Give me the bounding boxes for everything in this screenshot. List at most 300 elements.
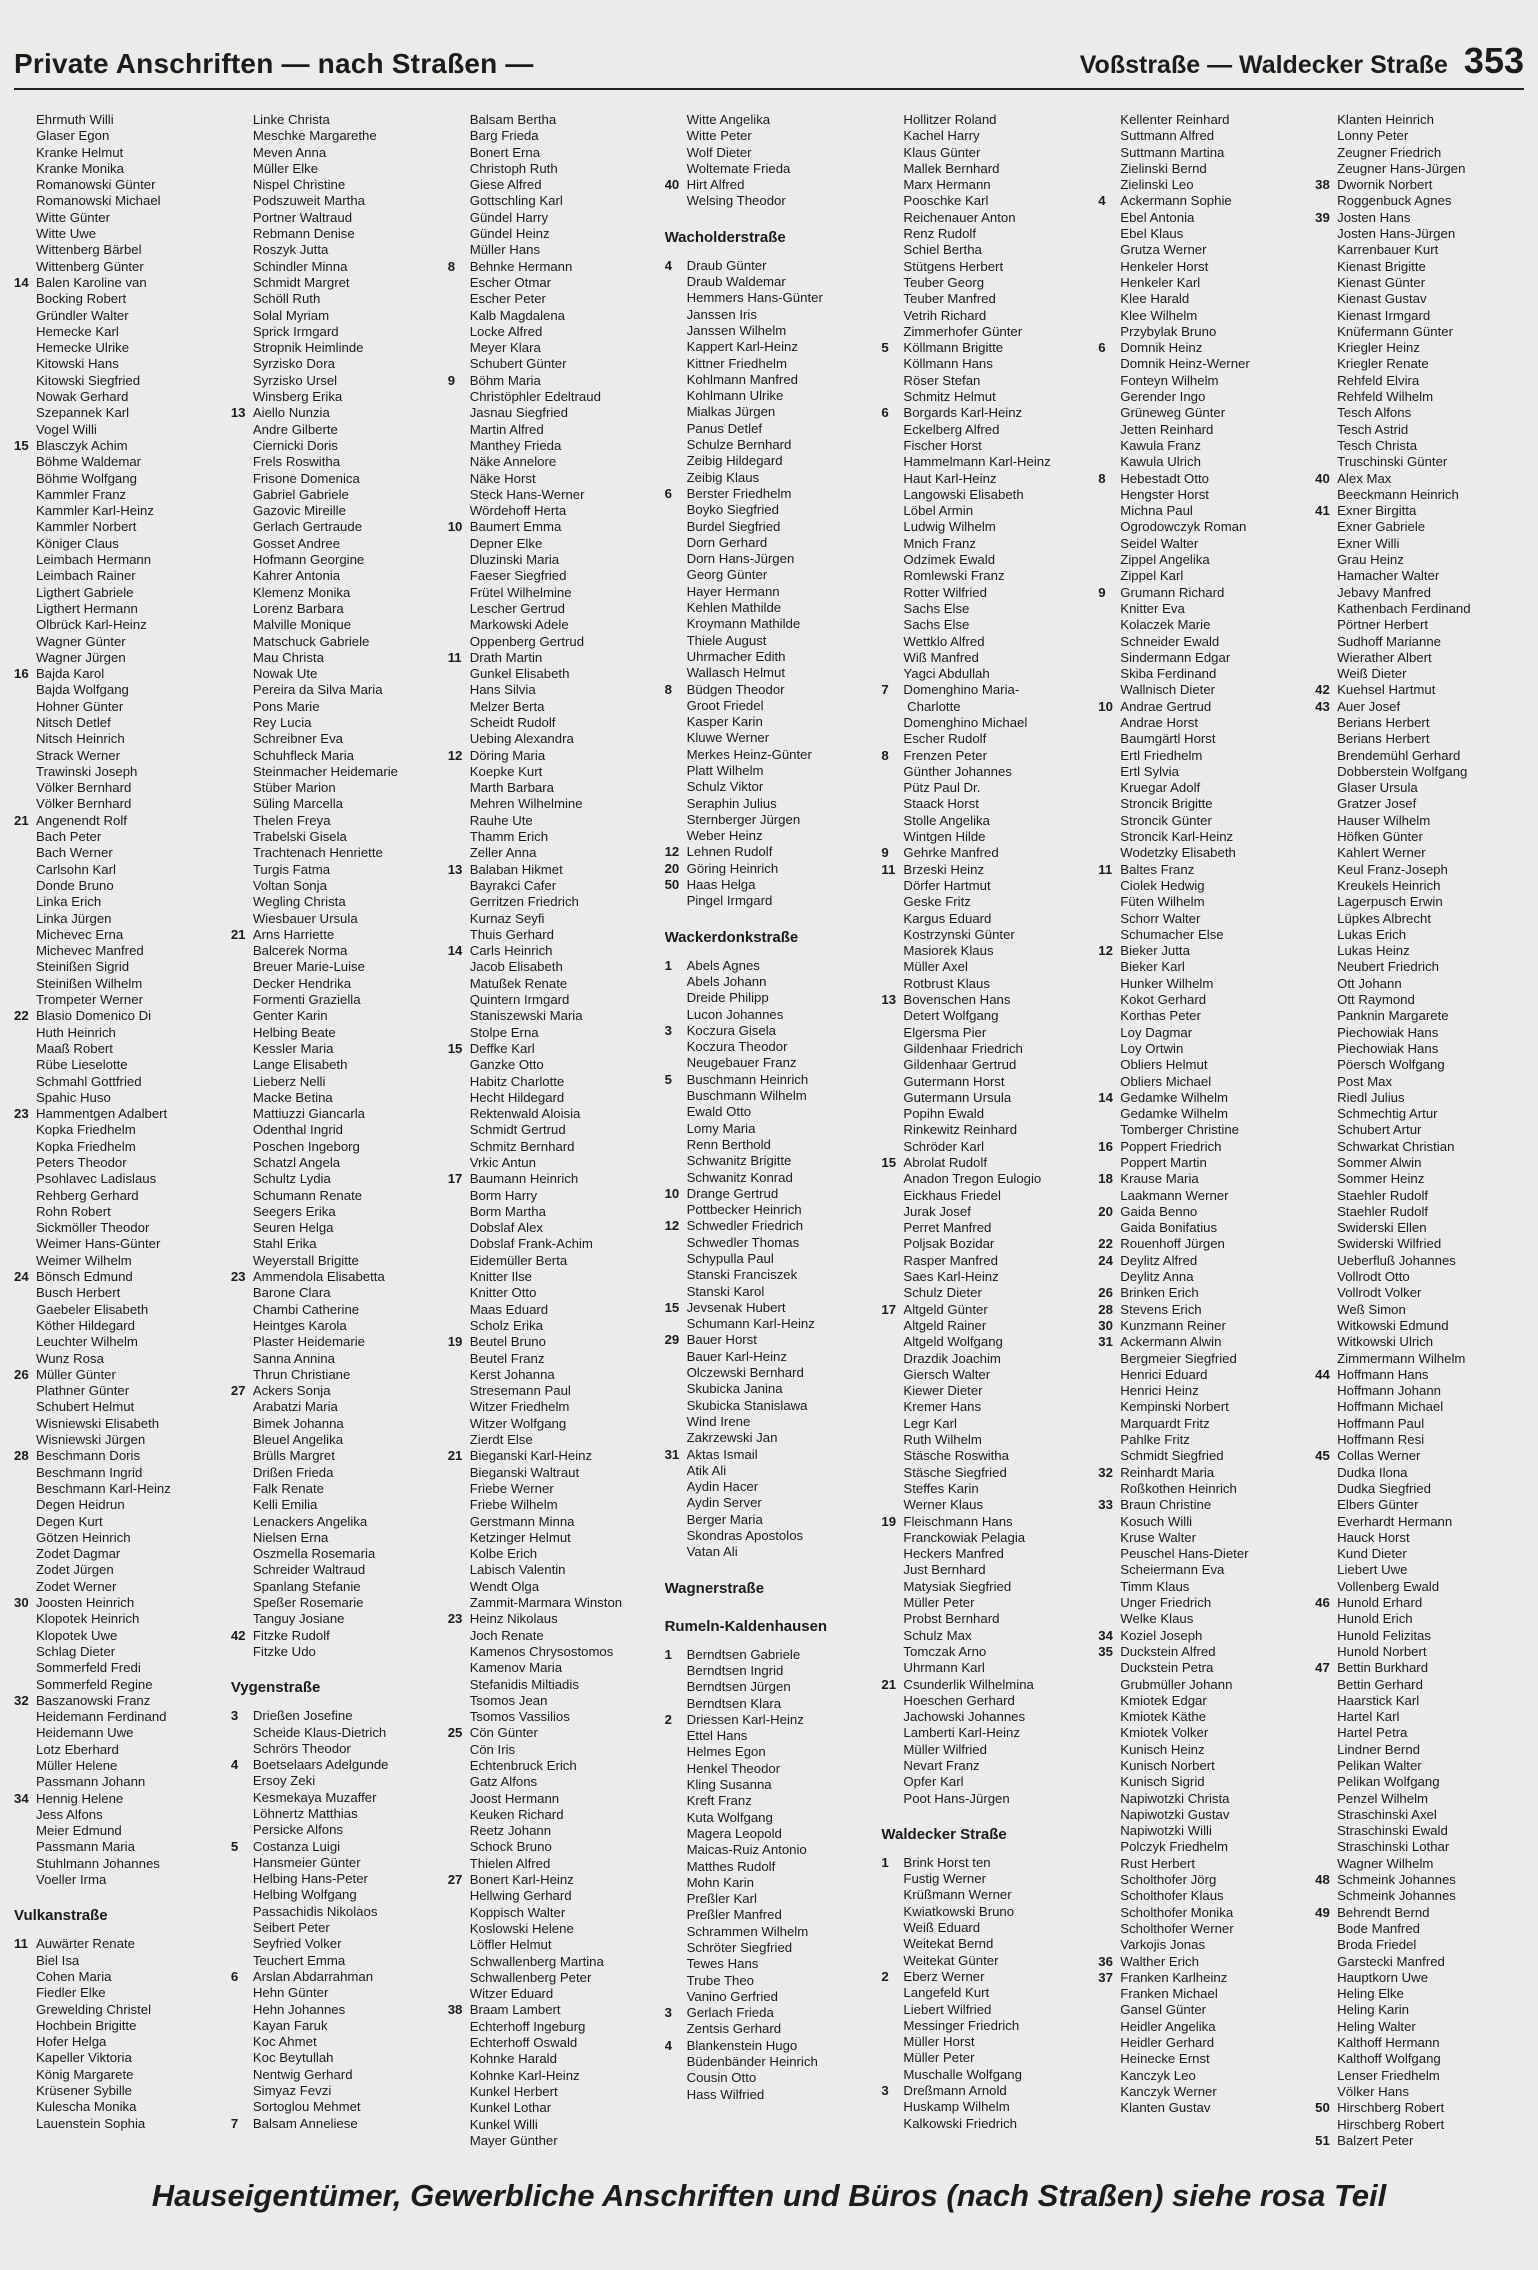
resident-entry <box>1098 699 1307 715</box>
house-number: 27 <box>230 1383 246 1399</box>
resident-entry <box>231 2018 440 2034</box>
resident-entry <box>1098 1008 1307 1024</box>
resident-entry <box>1098 405 1307 421</box>
resident-name: Wintgen Hilde <box>903 829 986 845</box>
resident-entry <box>231 242 440 258</box>
resident-name: Melzer Berta <box>469 698 545 714</box>
resident-entry <box>1098 1448 1307 1464</box>
resident-name: Markowski Adele <box>469 617 569 633</box>
resident-name: Brülls Margret <box>252 1448 335 1464</box>
resident-name: Trube Theo <box>686 1972 755 1988</box>
resident-entry <box>448 454 657 470</box>
resident-name: Krüsener Sybille <box>36 2083 133 2099</box>
resident-entry <box>1098 2084 1307 2100</box>
resident-entry <box>231 568 440 584</box>
resident-name: Panknin Margarete <box>1337 1008 1449 1024</box>
resident-name: Sprick Irmgard <box>252 323 339 339</box>
resident-entry <box>231 2116 440 2132</box>
resident-name: Anadon Tregon Eulogio <box>903 1171 1042 1187</box>
resident-name: Passmann Johann <box>36 1774 146 1790</box>
resident-entry <box>665 665 874 681</box>
resident-name: Staehler Rudolf <box>1337 1203 1429 1219</box>
resident-entry <box>448 1432 657 1448</box>
resident-name: Mohn Karin <box>686 1874 755 1890</box>
resident-entry <box>448 1074 657 1090</box>
resident-name: Ligthert Gabriele <box>36 584 134 600</box>
resident-entry <box>231 1773 440 1789</box>
resident-entry <box>1315 1139 1524 1155</box>
resident-entry <box>665 1186 874 1202</box>
resident-entry <box>448 356 657 372</box>
resident-entry <box>1315 112 1524 128</box>
resident-entry <box>1098 1236 1307 1252</box>
resident-entry <box>231 1465 440 1481</box>
resident-name: Löbel Armin <box>903 503 974 519</box>
resident-name: Baltes Franz <box>1120 861 1195 877</box>
resident-name: Spahic Huso <box>36 1089 111 1105</box>
resident-entry <box>231 1025 440 1041</box>
resident-name: Kwiatkowski Bruno <box>903 1903 1015 1919</box>
resident-name: Huth Heinrich <box>36 1024 116 1040</box>
resident-name: Olbrück Karl-Heinz <box>36 617 147 633</box>
resident-name: Koczura Theodor <box>686 1039 788 1055</box>
resident-name: Zammit-Marmara Winston <box>469 1595 623 1611</box>
resident-entry <box>448 894 657 910</box>
house-number: 30 <box>1098 1317 1113 1333</box>
resident-name: Kelli Emilia <box>252 1497 318 1513</box>
resident-entry <box>231 1367 440 1383</box>
resident-entry <box>231 959 440 975</box>
resident-name: Wallasch Helmut <box>686 665 786 681</box>
resident-entry <box>1315 422 1524 438</box>
resident-entry <box>231 731 440 747</box>
resident-name: Hoeschen Gerhard <box>903 1692 1015 1708</box>
house-number: 14 <box>14 274 29 290</box>
resident-name: Wisniewski Jürgen <box>36 1432 146 1448</box>
resident-name: Baumert Emma <box>469 519 562 535</box>
resident-entry <box>448 634 657 650</box>
resident-entry <box>448 796 657 812</box>
resident-name: Weimer Hans-Günter <box>36 1236 161 1252</box>
resident-entry <box>448 862 657 878</box>
resident-entry <box>1098 1888 1307 1904</box>
resident-name: Maaß Robert <box>36 1040 113 1056</box>
resident-entry <box>14 1969 223 1985</box>
resident-entry <box>231 715 440 731</box>
house-number: 28 <box>14 1448 29 1464</box>
resident-entry <box>14 813 223 829</box>
resident-name: Straschinski Ewald <box>1337 1823 1448 1839</box>
resident-name: Timm Klaus <box>1120 1578 1190 1594</box>
footer-note: Hauseigentümer, Gewerbliche Anschriften und Büros (nach Straßen) siehe rosa Teil <box>151 2178 1387 2213</box>
resident-name: Ackers Sonja <box>252 1383 331 1399</box>
resident-name: Kopka Friedhelm <box>36 1138 136 1154</box>
resident-name: Borm Martha <box>469 1203 546 1219</box>
resident-entry <box>14 1204 223 1220</box>
resident-entry <box>231 1236 440 1252</box>
resident-entry <box>1315 666 1524 682</box>
resident-name: Auer Josef <box>1337 698 1401 714</box>
resident-name: Löhnertz Matthias <box>252 1805 358 1821</box>
resident-entry <box>14 1139 223 1155</box>
resident-entry <box>1315 177 1524 193</box>
resident-name: Heling Karin <box>1337 2002 1409 2018</box>
resident-name: Malville Monique <box>252 617 352 633</box>
resident-entry <box>1315 1856 1524 1872</box>
resident-entry <box>14 1936 223 1952</box>
resident-name: Hauser Wilhelm <box>1337 812 1431 828</box>
resident-entry <box>881 1302 1090 1318</box>
resident-entry <box>665 1744 874 1760</box>
resident-entry <box>448 1644 657 1660</box>
resident-entry <box>14 519 223 535</box>
resident-name: Matysiak Siegfried <box>903 1578 1012 1594</box>
resident-name: Szepannek Karl <box>36 405 130 421</box>
resident-name: Michevec Manfred <box>36 943 144 959</box>
house-number: 48 <box>1315 1872 1330 1888</box>
resident-entry <box>14 731 223 747</box>
resident-name: Balcerek Norma <box>252 943 348 959</box>
resident-name: Berster Friedhelm <box>686 485 792 501</box>
house-number: 32 <box>14 1692 29 1708</box>
resident-name: Kienast Brigitte <box>1337 258 1426 274</box>
resident-entry <box>881 193 1090 209</box>
resident-name: Steinißen Wilhelm <box>36 975 143 991</box>
resident-entry <box>1315 911 1524 927</box>
resident-entry <box>448 210 657 226</box>
resident-name: Nitsch Detlef <box>36 714 111 730</box>
resident-name: Piechowiak Hans <box>1337 1040 1439 1056</box>
resident-name: Scheidt Rudolf <box>469 714 556 730</box>
house-number: 38 <box>1315 177 1330 193</box>
resident-entry <box>881 1514 1090 1530</box>
resident-name: Bieker Karl <box>1120 959 1185 975</box>
resident-entry <box>1315 405 1524 421</box>
resident-name: Koppisch Walter <box>469 1904 566 1920</box>
resident-name: Altgeld Wolfgang <box>903 1334 1003 1350</box>
resident-entry <box>448 308 657 324</box>
resident-entry <box>881 308 1090 324</box>
resident-name: Beutel Bruno <box>469 1334 546 1350</box>
resident-name: Witzer Eduard <box>469 1986 554 2002</box>
resident-name: Teuchert Emma <box>252 1952 346 1968</box>
resident-entry <box>1315 2002 1524 2018</box>
resident-name: König Margarete <box>36 2066 134 2082</box>
resident-entry <box>14 976 223 992</box>
resident-entry <box>1315 2133 1524 2149</box>
resident-entry <box>1315 275 1524 291</box>
resident-entry <box>14 959 223 975</box>
resident-name: Schröder Karl <box>903 1138 985 1154</box>
resident-name: Andrae Gertrud <box>1120 698 1212 714</box>
resident-entry <box>448 1334 657 1350</box>
resident-name: Sanna Annina <box>252 1350 335 1366</box>
resident-entry <box>881 128 1090 144</box>
resident-entry <box>881 1269 1090 1285</box>
resident-name: Leimbach Hermann <box>36 552 152 568</box>
resident-name: Hans Silvia <box>469 682 536 698</box>
resident-entry <box>665 877 874 893</box>
resident-entry <box>231 193 440 209</box>
resident-name: Seuren Helga <box>252 1220 334 1236</box>
resident-name: Drath Martin <box>469 649 543 665</box>
column-5 <box>881 112 1090 2160</box>
resident-name: Ueberfluß Johannes <box>1337 1252 1456 1268</box>
resident-name: Lescher Gertrud <box>469 600 565 616</box>
resident-name: Köllmann Brigitte <box>903 340 1004 356</box>
resident-name: Gerender Ingo <box>1120 389 1206 405</box>
resident-entry <box>1098 2002 1307 2018</box>
resident-entry <box>448 1758 657 1774</box>
resident-name: Degen Kurt <box>36 1513 103 1529</box>
resident-entry <box>14 1008 223 1024</box>
resident-entry <box>881 862 1090 878</box>
resident-name: Kathenbach Ferdinand <box>1337 600 1471 616</box>
resident-entry <box>1098 1106 1307 1122</box>
resident-entry <box>1315 1481 1524 1497</box>
resident-name: Scholthofer Monika <box>1120 1904 1234 1920</box>
resident-name: Kunkel Willi <box>469 2116 538 2132</box>
resident-name: Dörfer Hartmut <box>903 877 991 893</box>
resident-name: Syrzisko Dora <box>252 356 335 372</box>
resident-name: Sommerfeld Regine <box>36 1676 153 1692</box>
resident-name: Henkeler Horst <box>1120 258 1209 274</box>
resident-name: Klemenz Monika <box>252 584 351 600</box>
resident-name: Beschmann Karl-Heinz <box>36 1480 171 1496</box>
resident-name: Wettklo Alfred <box>903 633 985 649</box>
resident-entry <box>881 2067 1090 2083</box>
resident-entry <box>448 699 657 715</box>
resident-name: Ganzke Otto <box>469 1057 544 1073</box>
resident-entry <box>1315 1823 1524 1839</box>
resident-entry <box>1315 699 1524 715</box>
resident-entry <box>881 438 1090 454</box>
resident-name: Aktas Ismail <box>686 1446 758 1462</box>
resident-entry <box>448 1514 657 1530</box>
resident-entry <box>1098 324 1307 340</box>
resident-name: Pörtner Herbert <box>1337 617 1429 633</box>
resident-entry <box>665 388 874 404</box>
resident-name: Poschen Ingeborg <box>252 1138 360 1154</box>
resident-entry <box>231 1139 440 1155</box>
resident-entry <box>1098 1644 1307 1660</box>
resident-name: Grubmüller Johann <box>1120 1676 1233 1692</box>
resident-entry <box>665 1349 874 1365</box>
resident-entry <box>881 1416 1090 1432</box>
resident-name: Gündel Harry <box>469 209 549 225</box>
resident-entry <box>881 878 1090 894</box>
resident-name: Wierather Albert <box>1337 649 1432 665</box>
resident-entry <box>881 291 1090 307</box>
resident-name: Alex Max <box>1337 470 1392 486</box>
resident-entry <box>881 275 1090 291</box>
resident-name: Saes Karl-Heinz <box>903 1269 999 1285</box>
resident-name: Weß Simon <box>1337 1301 1406 1317</box>
house-number: 6 <box>664 485 672 501</box>
resident-name: Klopotek Heinrich <box>36 1611 140 1627</box>
resident-name: Napiwotzki Gustav <box>1120 1806 1230 1822</box>
resident-entry <box>1315 1937 1524 1953</box>
resident-name: Reichenauer Anton <box>903 209 1016 225</box>
resident-name: Ludwig Wilhelm <box>903 519 996 535</box>
resident-entry <box>1098 1139 1307 1155</box>
resident-entry <box>1315 2117 1524 2133</box>
resident-name: Domnik Heinz <box>1120 340 1203 356</box>
resident-name: Christoph Ruth <box>469 160 558 176</box>
resident-entry <box>665 1381 874 1397</box>
resident-entry <box>14 2099 223 2115</box>
resident-name: Laakmann Werner <box>1120 1187 1229 1203</box>
resident-entry <box>1098 2035 1307 2051</box>
resident-name: Hemecke Ulrike <box>36 340 130 356</box>
resident-entry <box>881 1871 1090 1887</box>
resident-entry <box>14 210 223 226</box>
resident-entry <box>665 1267 874 1283</box>
resident-name: Ligthert Hermann <box>36 600 138 616</box>
resident-name: Platt Wilhelm <box>686 762 764 778</box>
resident-entry <box>231 1806 440 1822</box>
resident-entry <box>665 1512 874 1528</box>
resident-entry <box>448 650 657 666</box>
resident-name: Sachs Else <box>903 617 970 633</box>
resident-entry <box>14 1644 223 1660</box>
resident-name: Völker Bernhard <box>36 796 132 812</box>
resident-name: Lagerpusch Erwin <box>1337 894 1443 910</box>
resident-name: Helbing Hans-Peter <box>252 1871 368 1887</box>
resident-entry <box>1098 1514 1307 1530</box>
resident-name: Swiderski Ellen <box>1337 1220 1427 1236</box>
house-number: 40 <box>664 177 680 193</box>
resident-entry <box>231 682 440 698</box>
resident-entry <box>881 829 1090 845</box>
resident-entry <box>1098 373 1307 389</box>
resident-name: Wiesbauer Ursula <box>252 910 358 926</box>
resident-name: Haarstick Karl <box>1337 1692 1420 1708</box>
resident-entry <box>231 210 440 226</box>
resident-entry <box>448 1285 657 1301</box>
resident-name: Staehler Rudolf <box>1337 1187 1429 1203</box>
resident-name: Teuber Manfred <box>903 291 996 307</box>
resident-name: Schöll Ruth <box>252 291 321 307</box>
resident-entry <box>448 2068 657 2084</box>
resident-name: Peuschel Hans-Dieter <box>1120 1546 1249 1562</box>
resident-entry <box>665 861 874 877</box>
resident-name: Arabatzi Maria <box>252 1399 338 1415</box>
house-number: 12 <box>1098 943 1113 959</box>
resident-entry <box>665 1875 874 1891</box>
resident-name: Weber Heinz <box>686 828 763 844</box>
resident-entry <box>1315 1628 1524 1644</box>
resident-entry <box>1098 1253 1307 1269</box>
resident-entry <box>665 763 874 779</box>
resident-entry <box>448 1693 657 1709</box>
resident-entry <box>231 748 440 764</box>
resident-name: Lieberz Nelli <box>252 1073 326 1089</box>
resident-entry <box>1315 1644 1524 1660</box>
resident-name: Passachidis Nikolaos <box>252 1903 378 1919</box>
resident-name: Rauhe Ute <box>469 812 533 828</box>
resident-entry <box>14 438 223 454</box>
resident-entry <box>1315 1986 1524 2002</box>
resident-name: Koepke Kurt <box>469 763 543 779</box>
resident-entry <box>1315 193 1524 209</box>
resident-entry <box>1098 862 1307 878</box>
resident-name: Stahl Erika <box>252 1236 317 1252</box>
resident-entry <box>1315 1008 1524 1024</box>
resident-entry <box>665 486 874 502</box>
resident-name: Staniszewski Maria <box>469 1008 583 1024</box>
resident-entry <box>14 1807 223 1823</box>
resident-entry <box>881 226 1090 242</box>
resident-entry <box>665 1039 874 1055</box>
resident-name: Hengster Horst <box>1120 486 1209 502</box>
resident-entry <box>448 911 657 927</box>
resident-name: Preßler Karl <box>686 1891 757 1907</box>
house-number: 31 <box>1098 1334 1113 1350</box>
resident-name: Stüber Marion <box>252 780 336 796</box>
resident-name: Carls Heinrich <box>469 943 553 959</box>
resident-name: Giese Alfred <box>469 177 542 193</box>
resident-name: Gaebeler Elisabeth <box>36 1301 149 1317</box>
resident-entry <box>665 828 874 844</box>
resident-name: Stropnik Heimlinde <box>252 340 364 356</box>
resident-name: Bach Peter <box>36 829 102 845</box>
resident-name: Pooschke Karl <box>903 193 989 209</box>
resident-name: Kanczyk Leo <box>1120 2067 1196 2083</box>
resident-entry <box>448 1399 657 1415</box>
resident-name: Atik Ali <box>686 1462 727 1478</box>
resident-entry <box>14 1416 223 1432</box>
resident-name: Sommer Heinz <box>1337 1171 1425 1187</box>
house-number: 1 <box>664 957 672 973</box>
house-number: 44 <box>1315 1366 1330 1382</box>
house-number: 47 <box>1315 1660 1330 1676</box>
resident-name: Matußek Renate <box>469 975 568 991</box>
resident-name: Henkeler Karl <box>1120 274 1201 290</box>
house-number: 11 <box>447 649 462 665</box>
resident-entry <box>1098 1399 1307 1415</box>
resident-entry <box>1098 471 1307 487</box>
resident-entry <box>881 2116 1090 2132</box>
resident-entry <box>881 976 1090 992</box>
resident-entry <box>1315 454 1524 470</box>
resident-entry <box>14 422 223 438</box>
resident-entry <box>448 1628 657 1644</box>
resident-name: Witte Günter <box>36 209 111 225</box>
resident-name: Schiel Bertha <box>903 242 982 258</box>
resident-name: Skiba Ferdinand <box>1120 666 1217 682</box>
resident-name: Lehnen Rudolf <box>686 844 773 860</box>
resident-entry <box>231 1839 440 1855</box>
resident-entry <box>231 617 440 633</box>
resident-entry <box>665 1940 874 1956</box>
resident-entry <box>448 519 657 535</box>
resident-name: Stanski Karol <box>686 1283 765 1299</box>
resident-name: Boetselaars Adelgunde <box>252 1757 389 1773</box>
resident-entry <box>881 1481 1090 1497</box>
resident-name: Joost Hermann <box>469 1790 560 1806</box>
resident-name: Witkowski Edmund <box>1337 1317 1449 1333</box>
resident-name: Steinmacher Heidemarie <box>252 763 398 779</box>
resident-entry <box>1098 878 1307 894</box>
house-number: 20 <box>1098 1203 1113 1219</box>
resident-entry <box>1098 242 1307 258</box>
resident-entry <box>448 927 657 943</box>
resident-name: Skubicka Stanislawa <box>686 1397 808 1413</box>
resident-entry <box>14 862 223 878</box>
resident-entry <box>14 845 223 861</box>
resident-name: Böhm Maria <box>469 372 541 388</box>
